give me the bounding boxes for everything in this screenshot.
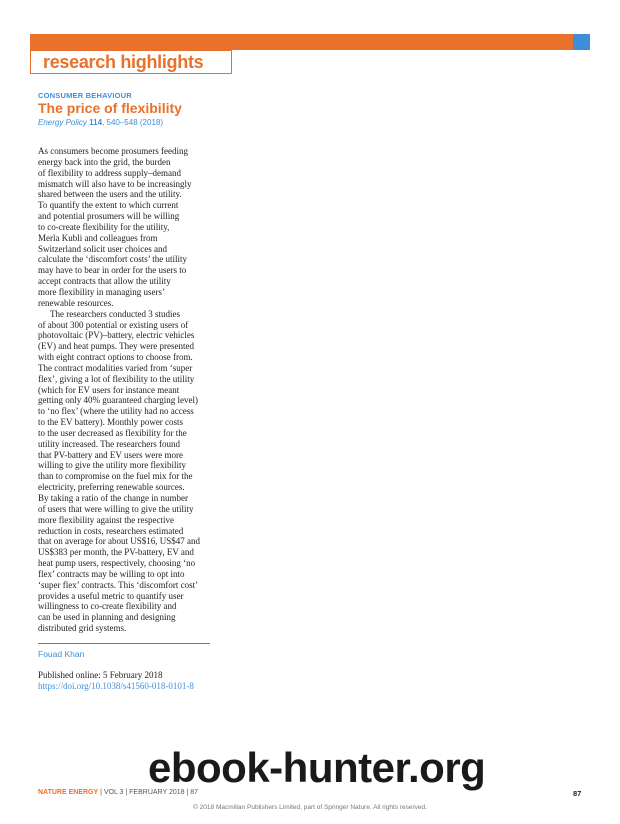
body-text-line: ‘super flex’ contracts. This ‘discomfort cost’	[38, 579, 199, 590]
footer-journal-name: NATURE ENERGY	[38, 789, 99, 796]
citation-pages: , 540–548 (2018)	[102, 118, 163, 127]
publication-date: Published online: 5 February 2018	[38, 670, 163, 680]
body-text-line: By taking a ratio of the change in number	[38, 493, 188, 503]
body-text-line: (which for EV users for instance meant	[38, 384, 180, 395]
copyright-notice: © 2018 Macmillan Publishers Limited, part of Springer Nature. All rights reserved.	[193, 804, 427, 811]
article-kicker: CONSUMER BEHAVIOUR	[38, 91, 132, 100]
citation-volume: 114	[89, 118, 103, 127]
body-text-line: (EV) and heat pumps. They were presented	[38, 341, 195, 352]
body-text-line: The researchers conducted 3 studies	[50, 308, 180, 319]
article-citation	[38, 118, 163, 127]
body-text-line: The contract modalities varied from ‘super	[38, 362, 193, 373]
body-text-line: willingness to co-create flexibility and	[38, 601, 177, 612]
body-text-line: to the EV battery). Monthly power costs	[38, 417, 184, 428]
body-text-line: heat pump users, respectively, choosing ‘no	[38, 558, 196, 569]
page-number: 87	[573, 789, 582, 798]
body-text-line: that on average for about US$16, US$47 and	[38, 536, 200, 547]
body-text-line: US$383 per month, the PV-battery, EV and	[38, 547, 194, 558]
header-accent-block	[573, 34, 590, 50]
body-text-line: distributed grid systems.	[38, 623, 127, 634]
body-text-line: shared between the users and the utility.	[38, 189, 182, 200]
body-text-line: and potential prosumers will be willing	[38, 211, 180, 222]
citation-journal: Energy Policy	[38, 118, 87, 127]
body-text-line: calculate the ‘discomfort costs’ the utility	[38, 254, 188, 265]
doi-link[interactable]: https://doi.org/10.1038/s41560-018-0101-8	[38, 681, 194, 691]
body-text-line: Merla Kubli and colleagues from	[38, 232, 158, 243]
body-text-line: To quantify the extent to which current	[38, 200, 179, 211]
body-text-line: can be used in planning and designing	[38, 612, 176, 623]
body-text-line: that PV-battery and EV users were more	[38, 449, 183, 460]
header-color-bar	[30, 34, 573, 50]
article-author: Fouad Khan	[38, 649, 85, 659]
body-text-line: reduction in costs, researchers estimated	[38, 525, 184, 536]
body-text-line: flex’ contracts may be willing to opt into	[38, 568, 185, 579]
body-text-line: to co-create flexibility for the utility,	[38, 221, 170, 232]
article-paragraph-2	[38, 309, 214, 634]
article-body	[38, 146, 214, 634]
body-text-line: mismatch will also have to be increasingly	[38, 178, 192, 189]
body-text-line: As consumers become prosumers feeding	[38, 146, 188, 156]
body-text-line: of about 300 potential or existing users of	[38, 319, 189, 330]
article-title: The price of flexibility	[38, 100, 182, 116]
footer-issue-info: | VOL 3 | FEBRUARY 2018 | 87	[98, 789, 199, 796]
body-text-line: more flexibility in managing users’	[38, 286, 165, 297]
body-text-line: electricity, preferring renewable sources.	[38, 482, 185, 493]
body-text-line: to the user decreased as flexibility for the	[38, 427, 187, 438]
body-text-line: more flexibility against the respective	[38, 514, 174, 525]
body-text-line: renewable resources.	[38, 297, 114, 308]
section-label: research highlights	[30, 50, 232, 74]
body-text-line: of flexibility to address supply–demand	[38, 167, 181, 178]
body-text-line: flex’, giving a lot of flexibility to the utility	[38, 373, 195, 384]
article-paragraph-1	[38, 146, 214, 309]
watermark-text: ebook-hunter.org	[148, 744, 486, 791]
body-text-line: of users that were willing to give the utility	[38, 503, 194, 514]
body-text-line: accept contracts that allow the utility	[38, 276, 171, 287]
body-text-line: than to compromise on the fuel mix for the	[38, 471, 193, 482]
body-text-line: getting only 40% guaranteed charging level)	[38, 395, 199, 406]
body-text-line: energy back into the grid, the burden	[38, 156, 171, 167]
author-divider	[38, 643, 210, 644]
body-text-line: utility increased. The researchers found	[38, 438, 181, 449]
body-text-line: willing to give the utility more flexibility	[38, 460, 186, 471]
body-text-line: photovoltaic (PV)–battery, electric vehicles	[38, 330, 195, 341]
body-text-line: to ‘no flex’ (where the utility had no access	[38, 406, 194, 417]
footer-journal-info	[38, 789, 198, 796]
body-text-line: Switzerland solicit user choices and	[38, 243, 167, 254]
body-text-line: provides a useful metric to quantify user	[38, 590, 184, 601]
body-text-line: with eight contract options to choose from.	[38, 352, 193, 363]
body-text-line: may have to bear in order for the users to	[38, 265, 187, 276]
